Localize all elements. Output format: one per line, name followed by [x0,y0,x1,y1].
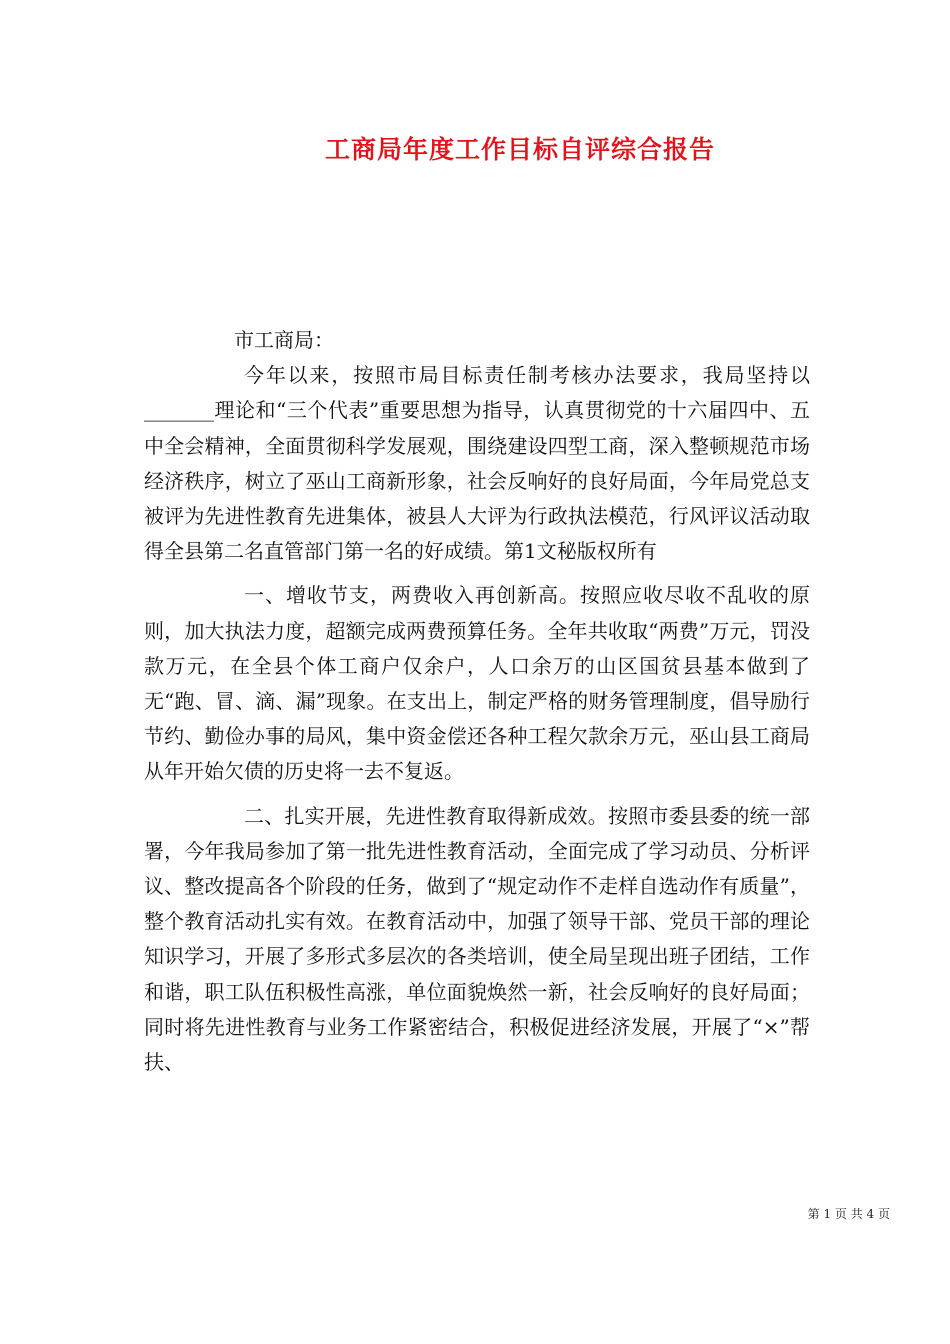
paragraph-section-2: 二、扎实开展，先进性教育取得新成效。按照市委县委的统一部署，今年我局参加了第一批先进性教育活动，全面完成了学习动员、分析评议、整改提高各个阶段的任务，做到了“规定动作不走样自选动作有质量”，整个教育活动扎实有效。在教育活动中，加强了领导干部、党员干部的理论知识学习，开展了多形式多层次的各类培训，使全局呈现出班子团结，工作和谐，职工队伍积极性高涨，单位面貌焕然一新，社会反响好的良好局面；同时将先进性教育与业务工作紧密结合，积极促进经济发展，开展了“×”帮扶、 [144,803,810,1075]
salutation: 市工商局： [234,328,334,352]
page-number: 第 1 页 共 4 页 [807,1207,890,1221]
document-title: 工商局年度工作目标自评综合报告 [324,135,715,164]
paragraph-section-1: 一、增收节支，两费收入再创新高。按照应收尽收不乱收的原则，加大执法力度，超额完成两费预算任务。全年共收取“两费”万元，罚没款万元，在全县个体工商户仅余户，人口余万的山区国贫县基本做到了无“跑、冒、滴、漏”现象。在支出上，制定严格的财务管理制度，倡导励行节约、勤俭办事的局风，集中资金偿还各种工程欠款余万元，巫山县工商局从年开始欠债的历史将一去不复返。 [144,583,810,784]
document-body [144,323,810,1080]
paragraph-intro: 今年以来，按照市局目标责任制考核办法要求，我局坚持以_______理论和“三个代表”重要思想为指导，认真贯彻党的十六届四中、五中全会精神，全面贯彻科学发展观，围绕建设四型工商，深入整顿规范市场经济秩序，树立了巫山工商新形象，社会反响好的良好局面，今年局党总支被评为先进性教育先进集体，被县人大评为行政执法模范，行风评议活动取得全县第二名直管部门第一名的好成绩。第1文秘版权所有 [144,363,810,564]
